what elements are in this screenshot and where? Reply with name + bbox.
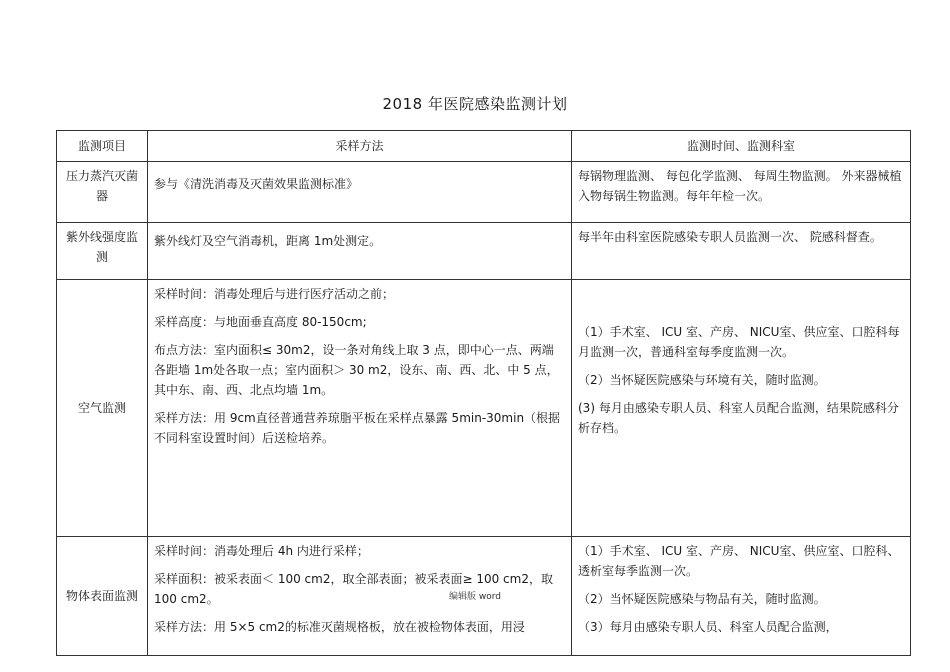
table-row <box>57 280 911 537</box>
method-sampling-height: 采样高度：与地面垂直高度 80-150cm; <box>154 315 367 329</box>
method-sampling-area: 采样面积：被采表面＜ 100 cm2，取全部表面；被采表面≥ 100 cm2，取 100 cm2。 <box>154 572 553 606</box>
schedule-item-1: （1）手术室、 ICU 室、产房、 NICU室、供应室、口腔科每月监测一次，普通科室每季度监测一次。 <box>578 325 900 359</box>
header-method: 采样方法 <box>148 131 572 162</box>
method-text: 参与《清洗消毒及灭菌效果监测标准》 <box>154 177 359 191</box>
row-item: 紫外线强度监测 <box>57 223 148 280</box>
row-method <box>148 280 572 537</box>
method-sampling-method: 采样方法：用 5×5 cm2的标准灭菌规格板，放在被检物体表面，用浸 <box>154 620 525 634</box>
schedule-text: 每半年由科室医院感染专职人员监测一次、 院感科督查。 <box>578 230 882 244</box>
schedule-item-2: （2）当怀疑医院感染与环境有关，随时监测。 <box>578 373 826 387</box>
method-sampling-method: 采样方法：用 9cm直径普通营养琼脂平板在采样点暴露 5min-30min（根据不同科室设置时间）后送检培养。 <box>154 411 561 445</box>
header-schedule: 监测时间、监测科室 <box>572 131 911 162</box>
table-header-row <box>57 131 911 162</box>
table-row <box>57 162 911 223</box>
row-method <box>148 223 572 280</box>
schedule-item-3: （3）每月由感染专职人员、科室人员配合监测， <box>578 620 838 634</box>
row-schedule <box>572 280 911 537</box>
table-row <box>57 223 911 280</box>
row-schedule <box>572 162 911 223</box>
row-item: 压力蒸汽灭菌器 <box>57 162 148 223</box>
row-item: 物体表面监测 <box>57 537 148 656</box>
schedule-item-2: （2）当怀疑医院感染与物品有关，随时监测。 <box>578 592 826 606</box>
schedule-item-1: （1）手术室、 ICU 室、产房、 NICU室、供应室、口腔科、透析室每季监测一次。 <box>578 544 900 578</box>
method-point-layout: 布点方法：室内面积≤ 30m2，设一条对角线上取 3 点，即中心一点、两端各距墙 1m处各取一点；室内面积＞ 30 m2，设东、南、西、北、中 5 点，其中东、南、西、北点均墙 1m。 <box>154 343 559 397</box>
row-schedule <box>572 223 911 280</box>
schedule-item-3: (3) 每月由感染专职人员、科室人员配合监测，结果院感科分析存档。 <box>578 401 899 435</box>
row-method <box>148 162 572 223</box>
schedule-text: 每锅物理监测、 每包化学监测、 每周生物监测。 外来器械植入物每锅生物监测。每年年检一次。 <box>578 169 902 203</box>
method-sampling-time: 采样时间：消毒处理后与进行医疗活动之前； <box>154 287 395 301</box>
document-title: 2018 年医院感染监测计划 <box>382 95 568 113</box>
row-item: 空气监测 <box>57 280 148 537</box>
method-text: 紫外线灯及空气消毒机，距离 1m处测定。 <box>154 234 382 248</box>
header-item: 监测项目 <box>57 131 148 162</box>
page-footer: 编辑版 word <box>449 592 501 602</box>
method-sampling-time: 采样时间：消毒处理后 4h 内进行采样； <box>154 544 369 558</box>
monitoring-plan-table <box>56 130 911 656</box>
